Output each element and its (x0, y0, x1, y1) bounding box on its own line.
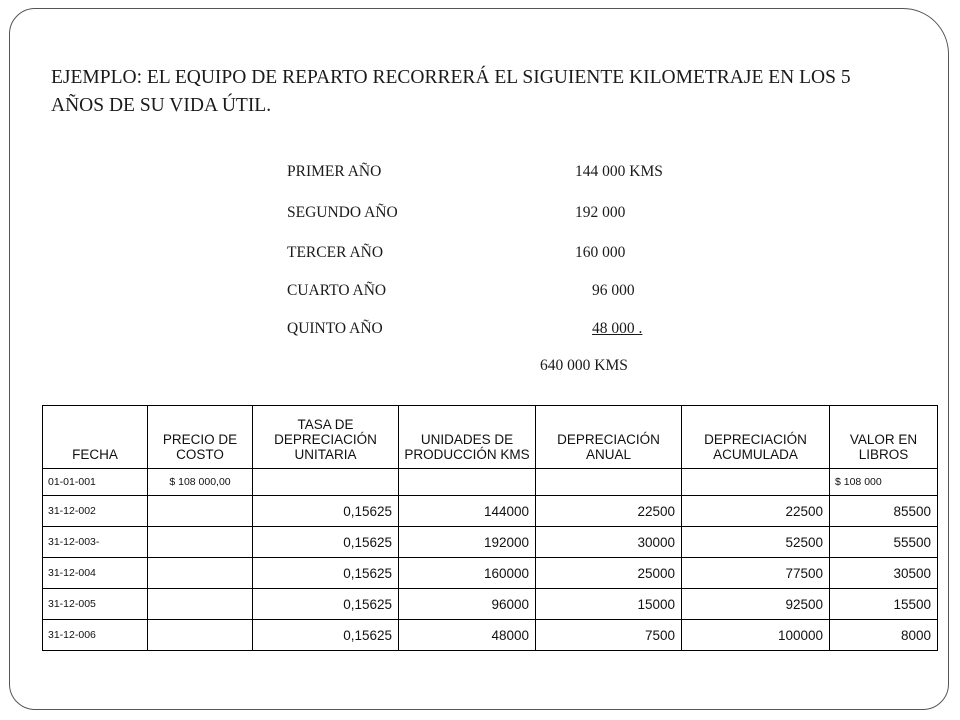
cell-tasa: 0,15625 (253, 620, 399, 651)
header-fecha: FECHA (43, 406, 148, 469)
table-row (43, 558, 938, 589)
cell-valor-libros: 85500 (830, 496, 938, 527)
cell-unidades: 160000 (399, 558, 536, 589)
cell-dep-anual: 22500 (536, 496, 682, 527)
cell-fecha: 31-12-002 (43, 496, 148, 527)
cell-precio: $ 108 000,00 (148, 469, 253, 496)
kms-value: 48 000 . (592, 320, 643, 337)
header-depreciacion-acumulada: DEPRECIACIÓN ACUMULADA (682, 406, 830, 469)
cell-valor-libros: 15500 (830, 589, 938, 620)
cell-dep-acumulada (682, 469, 830, 496)
kms-value: 160 000 (575, 244, 626, 261)
cell-valor-libros: 30500 (830, 558, 938, 589)
kms-value: 192 000 (575, 204, 626, 221)
cell-valor-libros: $ 108 000 (830, 469, 938, 496)
table-row (43, 496, 938, 527)
header-tasa-depreciacion: TASA DE DEPRECIACIÓN UNITARIA (253, 406, 399, 469)
cell-precio (148, 558, 253, 589)
cell-dep-acumulada: 52500 (682, 527, 830, 558)
cell-unidades: 192000 (399, 527, 536, 558)
cell-tasa: 0,15625 (253, 496, 399, 527)
cell-fecha: 31-12-003- (43, 527, 148, 558)
cell-precio (148, 527, 253, 558)
cell-fecha: 01-01-001 (43, 469, 148, 496)
cell-dep-acumulada: 100000 (682, 620, 830, 651)
kms-label: SEGUNDO AÑO (287, 204, 398, 221)
cell-fecha: 31-12-005 (43, 589, 148, 620)
cell-unidades: 48000 (399, 620, 536, 651)
slide-title: EJEMPLO: EL EQUIPO DE REPARTO RECORRERÁ EL SIGUIENTE KILOMETRAJE EN LOS 5 AÑOS DE SU VIDA ÚTIL. (51, 67, 851, 116)
table-row (43, 620, 938, 651)
table-row (43, 469, 938, 496)
cell-dep-acumulada: 77500 (682, 558, 830, 589)
cell-valor-libros: 55500 (830, 527, 938, 558)
cell-precio (148, 620, 253, 651)
cell-dep-anual: 7500 (536, 620, 682, 651)
header-depreciacion-anual: DEPRECIACIÓN ANUAL (536, 406, 682, 469)
cell-dep-anual: 30000 (536, 527, 682, 558)
cell-tasa: 0,15625 (253, 589, 399, 620)
depreciation-table (42, 405, 938, 651)
cell-dep-acumulada: 92500 (682, 589, 830, 620)
cell-precio (148, 496, 253, 527)
kms-total: 640 000 KMS (540, 357, 628, 374)
cell-dep-anual: 25000 (536, 558, 682, 589)
kms-value: 96 000 (592, 282, 635, 299)
cell-unidades (399, 469, 536, 496)
cell-dep-acumulada: 22500 (682, 496, 830, 527)
cell-unidades: 96000 (399, 589, 536, 620)
header-valor-libros: VALOR EN LIBROS (830, 406, 938, 469)
table-row (43, 589, 938, 620)
cell-precio (148, 589, 253, 620)
cell-tasa (253, 469, 399, 496)
kms-value: 144 000 KMS (575, 163, 663, 180)
cell-dep-anual (536, 469, 682, 496)
kms-label: QUINTO AÑO (287, 320, 383, 337)
cell-valor-libros: 8000 (830, 620, 938, 651)
header-unidades-produccion: UNIDADES DE PRODUCCIÓN KMS (399, 406, 536, 469)
table-row (43, 527, 938, 558)
cell-fecha: 31-12-006 (43, 620, 148, 651)
kms-label: TERCER AÑO (287, 244, 384, 261)
cell-tasa: 0,15625 (253, 558, 399, 589)
table-header-row (43, 406, 938, 469)
cell-tasa: 0,15625 (253, 527, 399, 558)
cell-unidades: 144000 (399, 496, 536, 527)
cell-dep-anual: 15000 (536, 589, 682, 620)
kms-label: PRIMER AÑO (287, 163, 382, 180)
cell-fecha: 31-12-004 (43, 558, 148, 589)
header-precio-costo: PRECIO DE COSTO (148, 406, 253, 469)
kms-label: CUARTO AÑO (287, 282, 387, 299)
